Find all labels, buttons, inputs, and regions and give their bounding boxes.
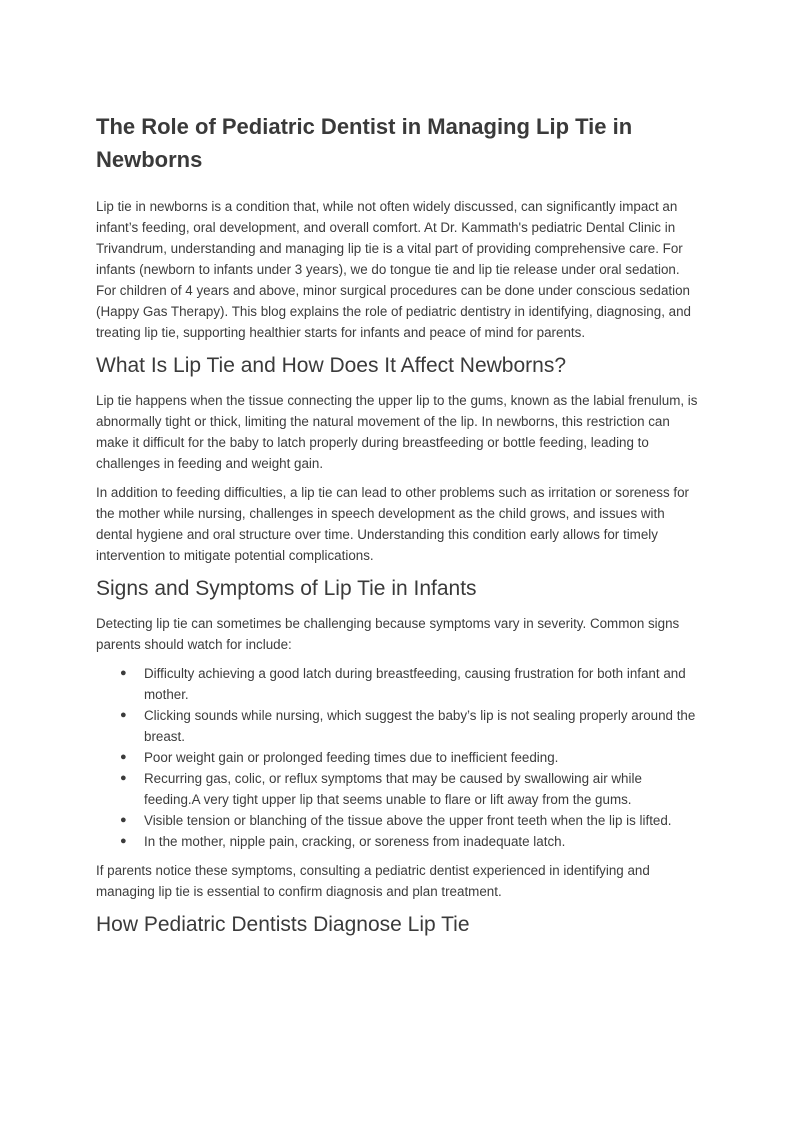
list-item-text: Recurring gas, colic, or reflux symptoms that may be caused by swallowing air while feeding.A very tight upper lip that seems unable to flare or lift away from the gums. xyxy=(144,771,642,807)
list-item-text: In the mother, nipple pain, cracking, or soreness from inadequate latch. xyxy=(144,834,566,849)
intro-paragraph: Lip tie in newborns is a condition that, while not often widely discussed, can significantly impact an infant’s feeding, oral development, and overall comfort. At Dr. Kammath's pediatric Dental Clinic in Trivandrum, understanding and managing lip tie is a vital part of providing comprehensive care. For infants (newborn to infants under 3 years), we do tongue tie and lip tie release under oral sedation. For children of 4 years and above, minor surgical procedures can be done under conscious sedation (Happy Gas Therapy). This blog explains the role of pediatric dentistry in identifying, diagnosing, and treating lip tie, supporting healthier starts for infants and peace of mind for parents. xyxy=(96,199,691,340)
list-item-text: Clicking sounds while nursing, which suggest the baby’s lip is not sealing properly around the breast. xyxy=(144,708,696,744)
signs-intro-paragraph: Detecting lip tie can sometimes be challenging because symptoms vary in severity. Common signs parents should watch for include: xyxy=(96,616,680,652)
list-item-text: Difficulty achieving a good latch during breastfeeding, causing frustration for both infant and mother. xyxy=(144,666,686,702)
symptoms-list xyxy=(96,663,701,852)
list-item-text: Poor weight gain or prolonged feeding times due to inefficient feeding. xyxy=(144,750,559,765)
list-item xyxy=(96,747,701,768)
document-page xyxy=(96,110,701,949)
what-is-lip-tie-paragraph-1: Lip tie happens when the tissue connecting the upper lip to the gums, known as the labial frenulum, is abnormally tight or thick, limiting the natural movement of the lip. In newborns, this restriction can make it difficult for the baby to latch properly during breastfeeding or bottle feeding, leading to challenges in feeding and weight gain. xyxy=(96,393,698,471)
bullet-icon: ● xyxy=(120,772,127,784)
list-item-text: Visible tension or blanching of the tissue above the upper front teeth when the lip is lifted. xyxy=(144,813,672,828)
page-title: The Role of Pediatric Dentist in Managing Lip Tie in Newborns xyxy=(96,114,633,172)
list-item xyxy=(96,768,701,810)
bullet-icon: ● xyxy=(120,835,127,847)
list-item xyxy=(96,663,701,705)
list-item xyxy=(96,810,701,831)
list-item xyxy=(96,831,701,852)
signs-closing-paragraph: If parents notice these symptoms, consulting a pediatric dentist experienced in identifying and managing lip tie is essential to confirm diagnosis and plan treatment. xyxy=(96,863,650,899)
section-heading-signs-and-symptoms: Signs and Symptoms of Lip Tie in Infants xyxy=(96,577,477,600)
bullet-icon: ● xyxy=(120,709,127,721)
section-heading-how-diagnose: How Pediatric Dentists Diagnose Lip Tie xyxy=(96,913,470,936)
what-is-lip-tie-paragraph-2: In addition to feeding difficulties, a lip tie can lead to other problems such as irritation or soreness for the mother while nursing, challenges in speech development as the child grows, and issues with dental hygiene and oral structure over time. Understanding this condition early allows for timely intervention to mitigate potential complications. xyxy=(96,485,689,563)
bullet-icon: ● xyxy=(120,667,127,679)
bullet-icon: ● xyxy=(120,814,127,826)
bullet-icon: ● xyxy=(120,751,127,763)
section-heading-what-is-lip-tie: What Is Lip Tie and How Does It Affect Newborns? xyxy=(96,354,567,377)
list-item xyxy=(96,705,701,747)
